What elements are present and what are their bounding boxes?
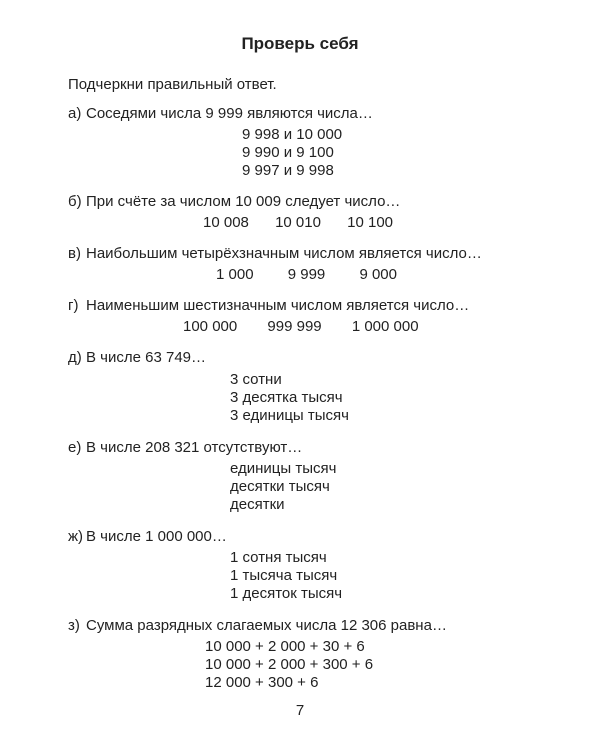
question-letter: д) xyxy=(68,349,82,366)
question-letter: в) xyxy=(68,245,81,262)
question-text: Сумма разрядных слагаемых числа 12 306 равна… xyxy=(86,617,447,634)
options-b xyxy=(203,214,393,231)
options-d xyxy=(230,371,349,425)
answer-option[interactable]: десятки тысяч xyxy=(230,478,330,495)
options-z xyxy=(205,638,373,692)
question-text: В числе 63 749… xyxy=(86,349,207,366)
question-letter: з) xyxy=(68,617,80,634)
question-letter: ж) xyxy=(68,528,84,545)
question-v xyxy=(68,245,482,262)
answer-option[interactable]: 1 сотня тысяч xyxy=(230,549,327,566)
page-title: Проверь себя xyxy=(241,34,359,53)
question-text: Наименьшим шестизначным числом является число… xyxy=(86,297,470,314)
question-d xyxy=(68,349,206,366)
question-text: Соседями числа 9 999 являются числа… xyxy=(86,105,373,122)
answer-option[interactable]: 1 тысяча тысяч xyxy=(230,567,338,584)
answer-option[interactable]: 3 единицы тысяч xyxy=(230,407,349,424)
question-letter: е) xyxy=(68,439,82,456)
question-letter: г) xyxy=(68,297,79,314)
answer-option[interactable]: 1 десяток тысяч xyxy=(230,585,343,602)
question-text: В числе 208 321 отсутствуют… xyxy=(86,439,303,456)
answer-option[interactable]: 9 000 xyxy=(359,266,397,283)
options-a xyxy=(242,126,342,180)
answer-option[interactable]: 9 999 xyxy=(287,266,326,283)
options-v xyxy=(216,266,397,283)
answer-option[interactable]: 1 000 xyxy=(216,266,254,283)
question-letter: а) xyxy=(68,105,82,122)
answer-option[interactable]: единицы тысяч xyxy=(230,460,337,477)
answer-option[interactable]: 9 990 и 9 100 xyxy=(242,144,334,161)
answer-option[interactable]: 12 000 + 300 + 6 xyxy=(205,674,319,691)
answer-option[interactable]: 10 000 + 2 000 + 30 + 6 xyxy=(205,638,365,655)
answer-option[interactable]: 10 008 xyxy=(203,214,249,231)
options-g xyxy=(183,318,419,335)
answer-option[interactable]: 3 сотни xyxy=(230,371,282,388)
question-text: Наибольшим четырёхзначным числом является число… xyxy=(86,245,482,262)
question-e xyxy=(68,439,302,456)
answer-option[interactable]: 1 000 000 xyxy=(351,318,419,335)
question-a xyxy=(68,105,373,122)
question-text: При счёте за числом 10 009 следует число… xyxy=(86,193,401,210)
question-z xyxy=(68,617,447,634)
answer-option[interactable]: 9 997 и 9 998 xyxy=(242,162,334,179)
page-number: 7 xyxy=(295,702,305,719)
question-zh xyxy=(68,528,227,545)
answer-option[interactable]: 9 998 и 10 000 xyxy=(242,126,343,143)
answer-option[interactable]: 100 000 xyxy=(183,318,238,335)
answer-option[interactable]: 10 010 xyxy=(275,214,321,231)
answer-option[interactable]: 3 десятка тысяч xyxy=(230,389,343,406)
instruction-text: Подчеркни правильный ответ. xyxy=(68,76,277,93)
question-text: В числе 1 000 000… xyxy=(86,528,227,545)
options-e xyxy=(230,460,336,514)
answer-option[interactable]: 999 999 xyxy=(267,318,322,335)
answer-option[interactable]: 10 000 + 2 000 + 300 + 6 xyxy=(205,656,374,673)
question-letter: б) xyxy=(68,193,82,210)
answer-option[interactable]: десятки xyxy=(230,496,285,513)
options-zh xyxy=(230,549,342,603)
question-g xyxy=(68,297,469,314)
question-b xyxy=(68,193,400,210)
answer-option[interactable]: 10 100 xyxy=(347,214,394,231)
